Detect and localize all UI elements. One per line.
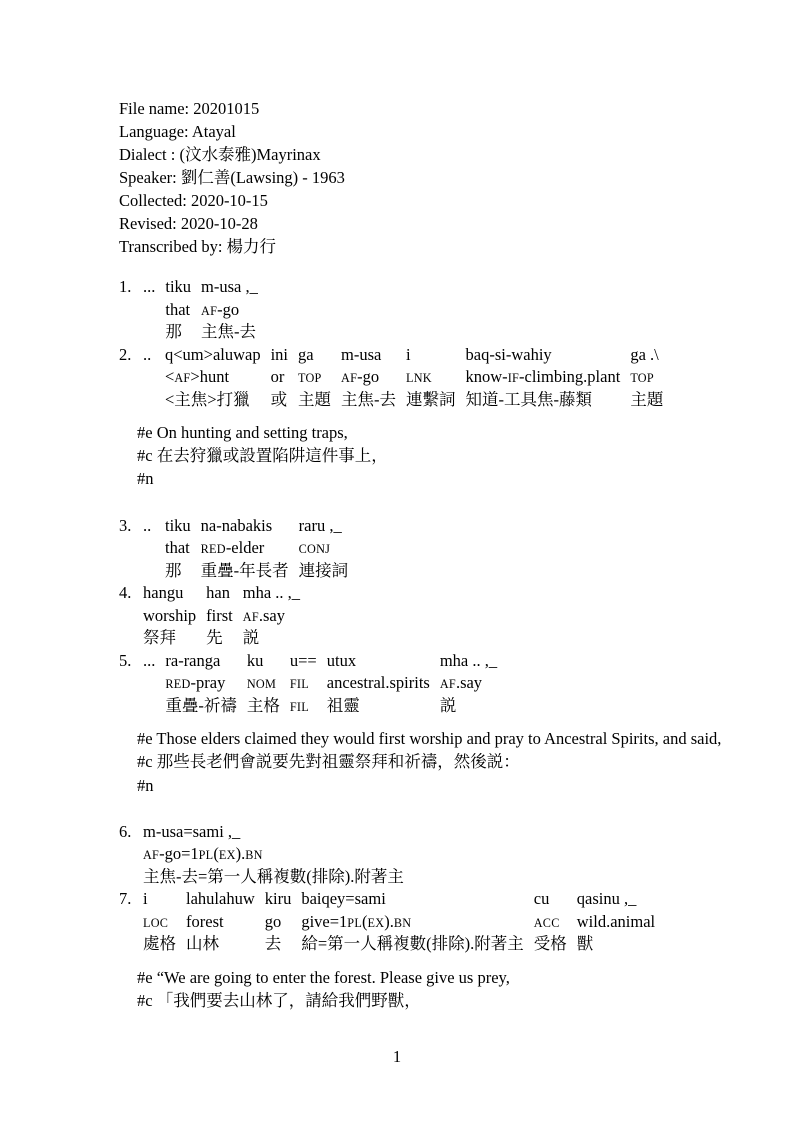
transcription-text: baq-si-wahiy xyxy=(465,344,552,364)
metadata-line: File name: 20201015 xyxy=(119,99,260,118)
transcription-text: utux xyxy=(326,650,357,670)
word-column xyxy=(201,276,258,344)
gloss-text: know-IF-climbing.plant xyxy=(465,367,621,386)
word-column xyxy=(165,650,237,718)
transcription-text: m-usa ,_ xyxy=(201,277,258,296)
gloss-text: AF-go xyxy=(201,299,240,319)
smallcaps-abbrev: TOP xyxy=(630,371,654,385)
translation-tag: #n xyxy=(137,775,154,795)
metadata-line: Revised: 2020-10-28 xyxy=(119,214,258,233)
smallcaps-abbrev: NOM xyxy=(246,677,277,692)
prosody-prefix-text: .. xyxy=(143,344,152,364)
translation-line xyxy=(137,750,794,773)
word-column xyxy=(265,888,292,956)
gloss-text xyxy=(299,537,349,560)
smallcaps-abbrev: AF xyxy=(201,303,218,318)
smallcaps-abbrev: BN xyxy=(245,848,263,863)
word-column xyxy=(299,515,349,583)
word-column xyxy=(466,344,621,412)
example-number-text: 5. xyxy=(119,650,132,670)
transcription-text: han xyxy=(206,583,230,603)
transcription-text: m-usa=sami ,_ xyxy=(143,821,241,841)
transcription-text: ini xyxy=(270,344,289,364)
gloss-text: first xyxy=(206,605,233,625)
translation-tag: #e xyxy=(137,967,153,987)
gloss-text xyxy=(630,366,663,389)
prosody-prefix xyxy=(143,515,155,538)
chinese-gloss-text xyxy=(290,695,317,718)
gloss-text: forest xyxy=(186,911,224,931)
example-number xyxy=(119,888,133,911)
chinese-gloss-text: 連接詞 xyxy=(298,560,349,580)
smallcaps-abbrev: CONJ xyxy=(298,542,331,557)
word-column xyxy=(165,344,261,412)
translation-tag: #c xyxy=(137,446,153,466)
chinese-gloss-text: 主題 xyxy=(630,389,664,409)
word-column xyxy=(630,344,663,412)
transcription-text: cu xyxy=(533,889,550,909)
smallcaps-abbrev: FIL xyxy=(289,677,309,692)
translation-line xyxy=(137,727,794,750)
smallcaps-abbrev: PL xyxy=(347,915,363,930)
translation-tag: #n xyxy=(137,469,154,489)
translation-text: On hunting and setting traps, xyxy=(152,423,348,442)
word-column xyxy=(143,821,404,889)
gloss-text: RED-pray xyxy=(165,673,226,693)
smallcaps-abbrev: PL xyxy=(198,848,214,863)
transcription-text: kiru xyxy=(264,889,292,909)
smallcaps-abbrev: AF xyxy=(174,371,191,385)
word-column xyxy=(271,344,288,412)
smallcaps-abbrev: AF xyxy=(439,677,456,692)
transcription-text: u== xyxy=(289,650,317,670)
smallcaps-abbrev: LNK xyxy=(406,371,432,385)
smallcaps-abbrev: AF xyxy=(242,609,259,624)
example-number-text: 3. xyxy=(119,515,132,535)
example-number-text: 2. xyxy=(119,344,132,364)
chinese-gloss-text: 主焦-去=第一人稱複數(排除).附著主 xyxy=(143,866,404,886)
example-block xyxy=(119,821,794,889)
word-column xyxy=(298,344,331,412)
smallcaps-abbrev: ACC xyxy=(533,915,560,930)
smallcaps-abbrev: RED xyxy=(200,542,226,557)
transcription-text: mha .. ,_ xyxy=(439,650,498,670)
prosody-prefix xyxy=(143,276,155,299)
transcription-text: raru ,_ xyxy=(298,515,342,535)
chinese-gloss-text: 連繫詞 xyxy=(406,389,456,409)
transcription-text: ku xyxy=(246,650,264,670)
word-column xyxy=(165,515,191,583)
prosody-prefix xyxy=(143,650,155,673)
chinese-gloss-text: 祭拜 xyxy=(143,628,176,648)
chinese-gloss-text: 獸 xyxy=(576,934,594,954)
metadata-line: Dialect : (汶水泰雅)Mayrinax xyxy=(119,145,321,164)
word-column xyxy=(243,582,300,650)
smallcaps-abbrev: TOP xyxy=(298,371,322,385)
gloss-text: that xyxy=(165,299,191,319)
example-number xyxy=(119,650,133,673)
metadata-line: Collected: 2020-10-15 xyxy=(119,191,268,210)
file-metadata xyxy=(119,97,794,258)
word-column xyxy=(534,888,567,956)
word-column xyxy=(201,515,289,583)
smallcaps-abbrev: BN xyxy=(393,915,412,930)
transcription-text: baiqey=sami xyxy=(301,889,386,909)
example-number-text: 1. xyxy=(119,277,132,296)
example-block xyxy=(119,344,794,412)
gloss-text: worship xyxy=(143,605,197,625)
translation-line xyxy=(137,966,794,989)
word-column xyxy=(440,650,497,718)
word-column xyxy=(327,650,430,718)
gloss-text: ancestral.spirits xyxy=(326,673,430,693)
gloss-text: RED-elder xyxy=(200,538,265,558)
transcription-text: na-nabakis xyxy=(200,515,273,535)
transcription-text: qasinu ,_ xyxy=(576,889,637,909)
example-number-text: 7. xyxy=(119,889,132,909)
chinese-gloss-text: <主焦>打獵 xyxy=(165,389,250,409)
chinese-gloss-text: 或 xyxy=(270,389,288,409)
translation-line xyxy=(137,989,794,1012)
smallcaps-abbrev: AF xyxy=(341,371,358,385)
translation-text: 那些長老們會説要先對祖靈祭拜和祈禱，然後説： xyxy=(152,752,520,772)
chinese-gloss-text: 説 xyxy=(439,695,457,715)
chinese-gloss-text: 受格 xyxy=(533,934,567,954)
chinese-gloss-text: 知道-工具焦-藤類 xyxy=(465,389,593,409)
translation-group xyxy=(137,421,794,491)
example-block xyxy=(119,582,794,650)
example-block xyxy=(119,276,794,344)
gloss-text xyxy=(247,672,280,695)
smallcaps-abbrev: IF xyxy=(507,371,520,385)
transcription-text: i xyxy=(406,344,411,364)
transcription-text: q<um>aluwap xyxy=(165,344,261,364)
smallcaps-abbrev: EX xyxy=(218,848,236,863)
gloss-text xyxy=(143,911,176,934)
transcription-text: ga xyxy=(298,344,314,364)
example-block xyxy=(119,650,794,718)
smallcaps-abbrev: EX xyxy=(367,915,385,930)
translation-tag: #e xyxy=(137,423,153,442)
smallcaps-abbrev: AF xyxy=(143,848,160,863)
chinese-gloss-text: 山林 xyxy=(186,934,219,954)
gloss-text xyxy=(298,366,331,389)
transcription-text: ra-ranga xyxy=(165,650,221,670)
example-number-text: 6. xyxy=(119,821,132,841)
translation-tag: #c xyxy=(137,752,153,772)
chinese-gloss-text: 重疊-祈禱 xyxy=(165,695,237,715)
gloss-text xyxy=(406,366,456,389)
gloss-text: AF-go=1PL(EX).BN xyxy=(143,844,263,864)
translation-group xyxy=(137,966,794,1012)
gloss-text: give=1PL(EX).BN xyxy=(301,911,412,931)
transcription-text: hangu xyxy=(143,583,184,603)
gloss-text: that xyxy=(165,538,190,558)
translation-text: Those elders claimed they would first worship and pray to Ancestral Spirits, and said, xyxy=(152,729,722,749)
word-column xyxy=(341,344,396,412)
chinese-gloss-text: 説 xyxy=(242,628,260,648)
translation-tag: #c xyxy=(137,990,153,1010)
gloss-text xyxy=(290,672,317,695)
gloss-text: AF-go xyxy=(341,367,380,386)
gloss-text: AF.say xyxy=(242,605,285,625)
translation-line xyxy=(137,774,794,797)
transcription-text: tiku xyxy=(165,277,192,296)
chinese-gloss-text: 處格 xyxy=(143,934,176,954)
example-number xyxy=(119,344,133,367)
word-column xyxy=(247,650,280,718)
translation-text: “We are going to enter the forest. Please give us prey, xyxy=(152,967,510,987)
translation-text: 「我們要去山林了，請給我們野獸， xyxy=(152,990,421,1010)
transcription-text: ga .\ xyxy=(630,344,659,364)
example-number xyxy=(119,821,133,844)
chinese-gloss-text: 那 xyxy=(165,560,182,580)
chinese-gloss-text: 主格 xyxy=(246,695,280,715)
translation-line xyxy=(137,421,794,444)
metadata-line: Language: Atayal xyxy=(119,122,236,141)
translation-tag: #e xyxy=(137,729,153,749)
smallcaps-abbrev: LOC xyxy=(143,915,169,930)
page-number: 1 xyxy=(392,1047,402,1066)
transcription-text: m-usa xyxy=(341,344,382,364)
example-block xyxy=(119,888,794,956)
word-column xyxy=(165,276,191,344)
gloss-text xyxy=(534,911,567,934)
prosody-prefix-text: ... xyxy=(143,650,156,670)
chinese-gloss-text: 主焦-去 xyxy=(201,322,257,341)
translation-line xyxy=(137,444,794,467)
translation-line xyxy=(137,467,794,490)
example-number-text: 4. xyxy=(119,583,132,603)
gloss-text: go xyxy=(264,911,282,931)
word-column xyxy=(143,888,176,956)
chinese-gloss-text: 主題 xyxy=(298,389,332,409)
prosody-prefix-text: .. xyxy=(143,515,152,535)
prosody-prefix xyxy=(143,344,155,367)
transcription-text: mha .. ,_ xyxy=(242,583,301,603)
chinese-gloss-text: 重疊-年長者 xyxy=(200,560,289,580)
chinese-gloss-text: 那 xyxy=(165,322,182,341)
word-column xyxy=(290,650,317,718)
chinese-gloss-text: 主焦-去 xyxy=(341,389,397,409)
word-column xyxy=(143,582,196,650)
smallcaps-abbrev: FIL xyxy=(289,699,309,714)
example-number xyxy=(119,276,133,299)
chinese-gloss-text: 先 xyxy=(206,628,223,648)
word-column xyxy=(406,344,456,412)
translation-group xyxy=(137,727,794,797)
prosody-prefix-text: ... xyxy=(143,277,156,296)
example-block xyxy=(119,515,794,583)
metadata-line: Speaker: 劉仁善(Lawsing) - 1963 xyxy=(119,168,345,187)
example-number xyxy=(119,582,133,605)
gloss-text: AF.say xyxy=(439,673,483,693)
word-column xyxy=(301,888,523,956)
chinese-gloss-text: 祖靈 xyxy=(326,695,360,715)
metadata-line: Transcribed by: 楊力行 xyxy=(119,237,277,256)
word-column xyxy=(186,888,255,956)
word-column xyxy=(577,888,655,956)
word-column xyxy=(206,582,233,650)
transcription-text: tiku xyxy=(165,515,191,535)
example-number xyxy=(119,515,133,538)
chinese-gloss-text: 給=第一人稱複數(排除).附著主 xyxy=(301,934,524,954)
translation-text: 在去狩獵或設置陷阱這件事上， xyxy=(152,446,388,466)
gloss-text: <AF>hunt xyxy=(165,367,230,386)
transcription-text: lahulahuw xyxy=(186,889,255,909)
gloss-text: or xyxy=(270,367,285,386)
chinese-gloss-text: 去 xyxy=(264,934,282,954)
smallcaps-abbrev: RED xyxy=(165,677,191,692)
gloss-text: wild.animal xyxy=(576,911,656,931)
interlinear-content xyxy=(0,276,794,1012)
transcription-text: i xyxy=(143,889,148,909)
